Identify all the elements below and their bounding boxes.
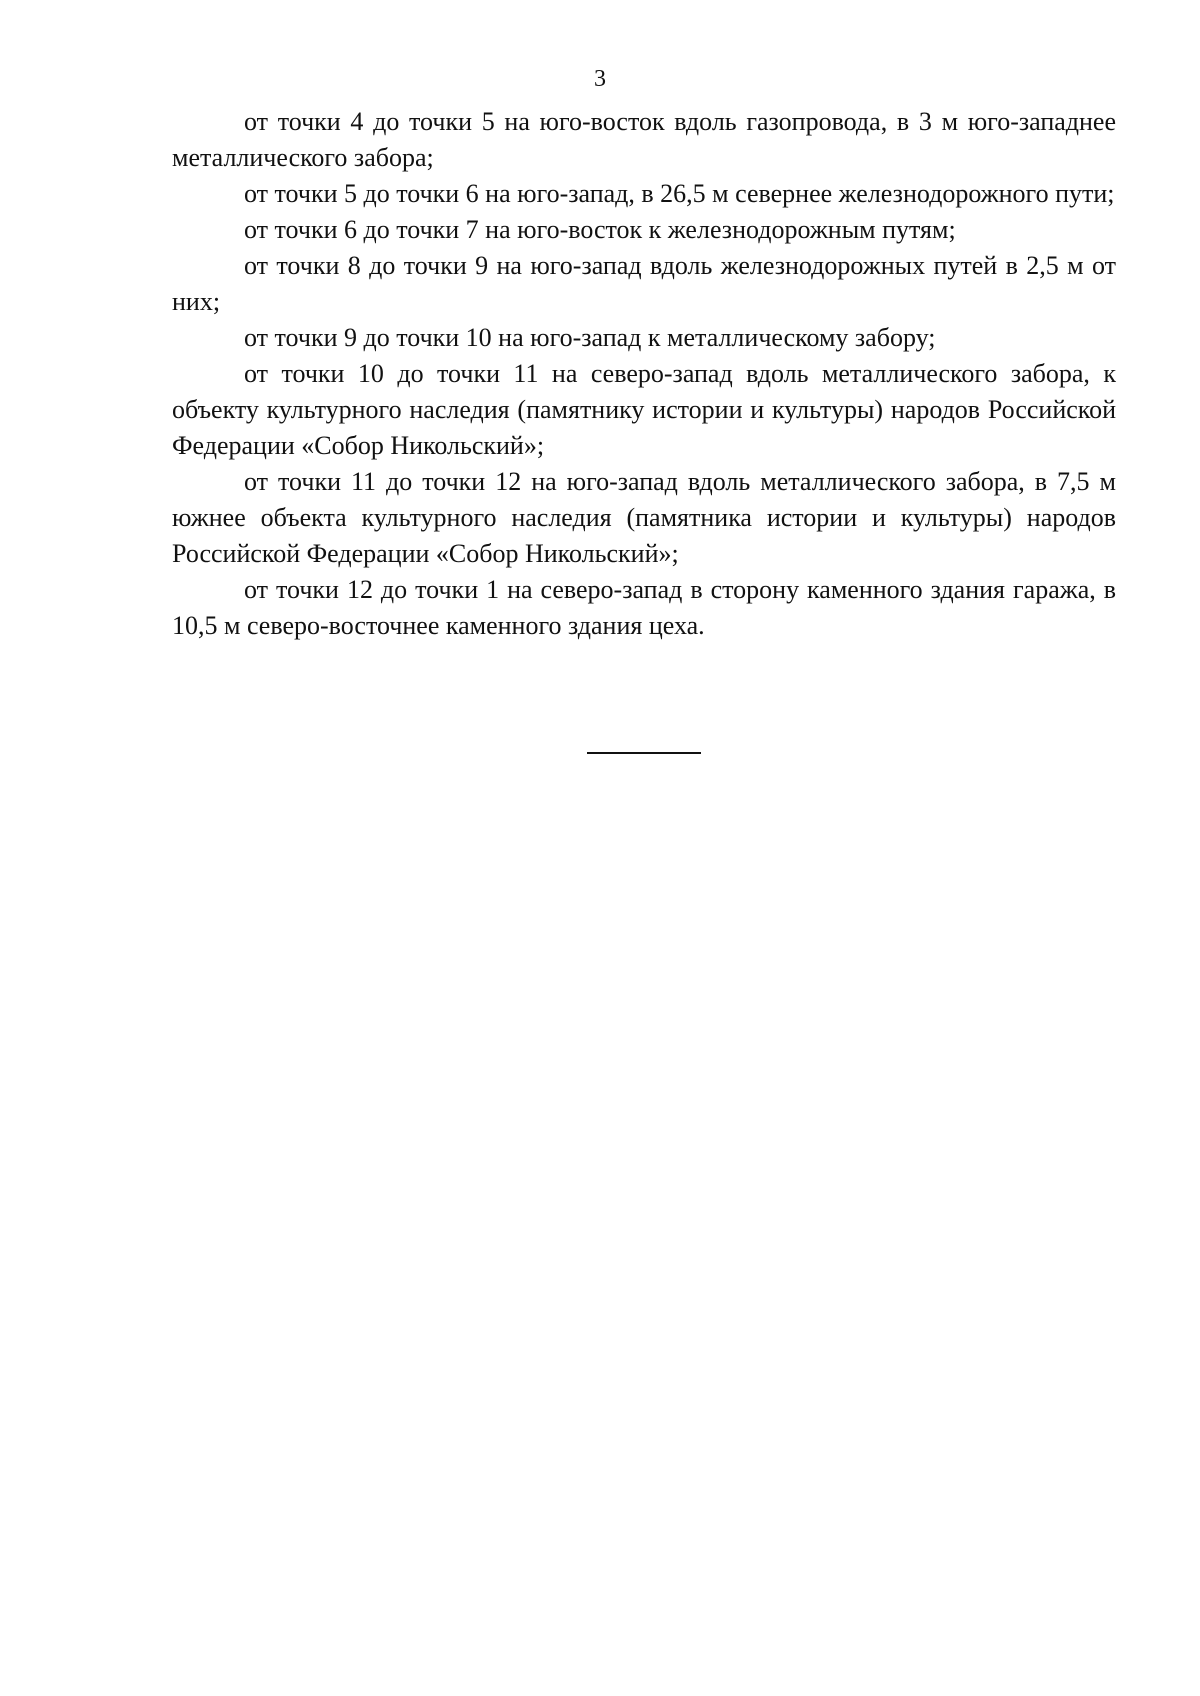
boundary-paragraph: от точки 9 до точки 10 на юго-запад к металлическому забору;: [244, 323, 936, 352]
document-body: [172, 104, 1116, 644]
boundary-paragraph: от точки 6 до точки 7 на юго-восток к железнодорожным путям;: [244, 215, 956, 244]
boundary-paragraph: от точки 5 до точки 6 на юго-запад, в 26,5 м севернее железнодорожного пути;: [244, 179, 1115, 208]
boundary-paragraph: от точки 11 до точки 12 на юго-запад вдоль металлического забора, в 7,5 м южнее объекта культурного наследия (памятника истории и культуры) народов Российской Федерации «Собор Никольский»;: [172, 467, 1116, 568]
boundary-paragraph: от точки 8 до точки 9 на юго-запад вдоль железнодорожных путей в 2,5 м от них;: [172, 251, 1116, 316]
boundary-paragraph: от точки 4 до точки 5 на юго-восток вдоль газопровода, в 3 м юго-западнее металлического забора;: [172, 107, 1116, 172]
boundary-paragraph: от точки 12 до точки 1 на северо-запад в сторону каменного здания гаража, в 10,5 м северо-восточнее каменного здания цеха.: [172, 575, 1116, 640]
end-of-document-rule: [587, 752, 701, 754]
page-number: 3: [594, 66, 606, 92]
boundary-paragraph: от точки 10 до точки 11 на северо-запад вдоль металлического забора, к объекту культурного наследия (памятнику истории и культуры) народов Российской Федерации «Собор Никольский»;: [172, 359, 1116, 460]
